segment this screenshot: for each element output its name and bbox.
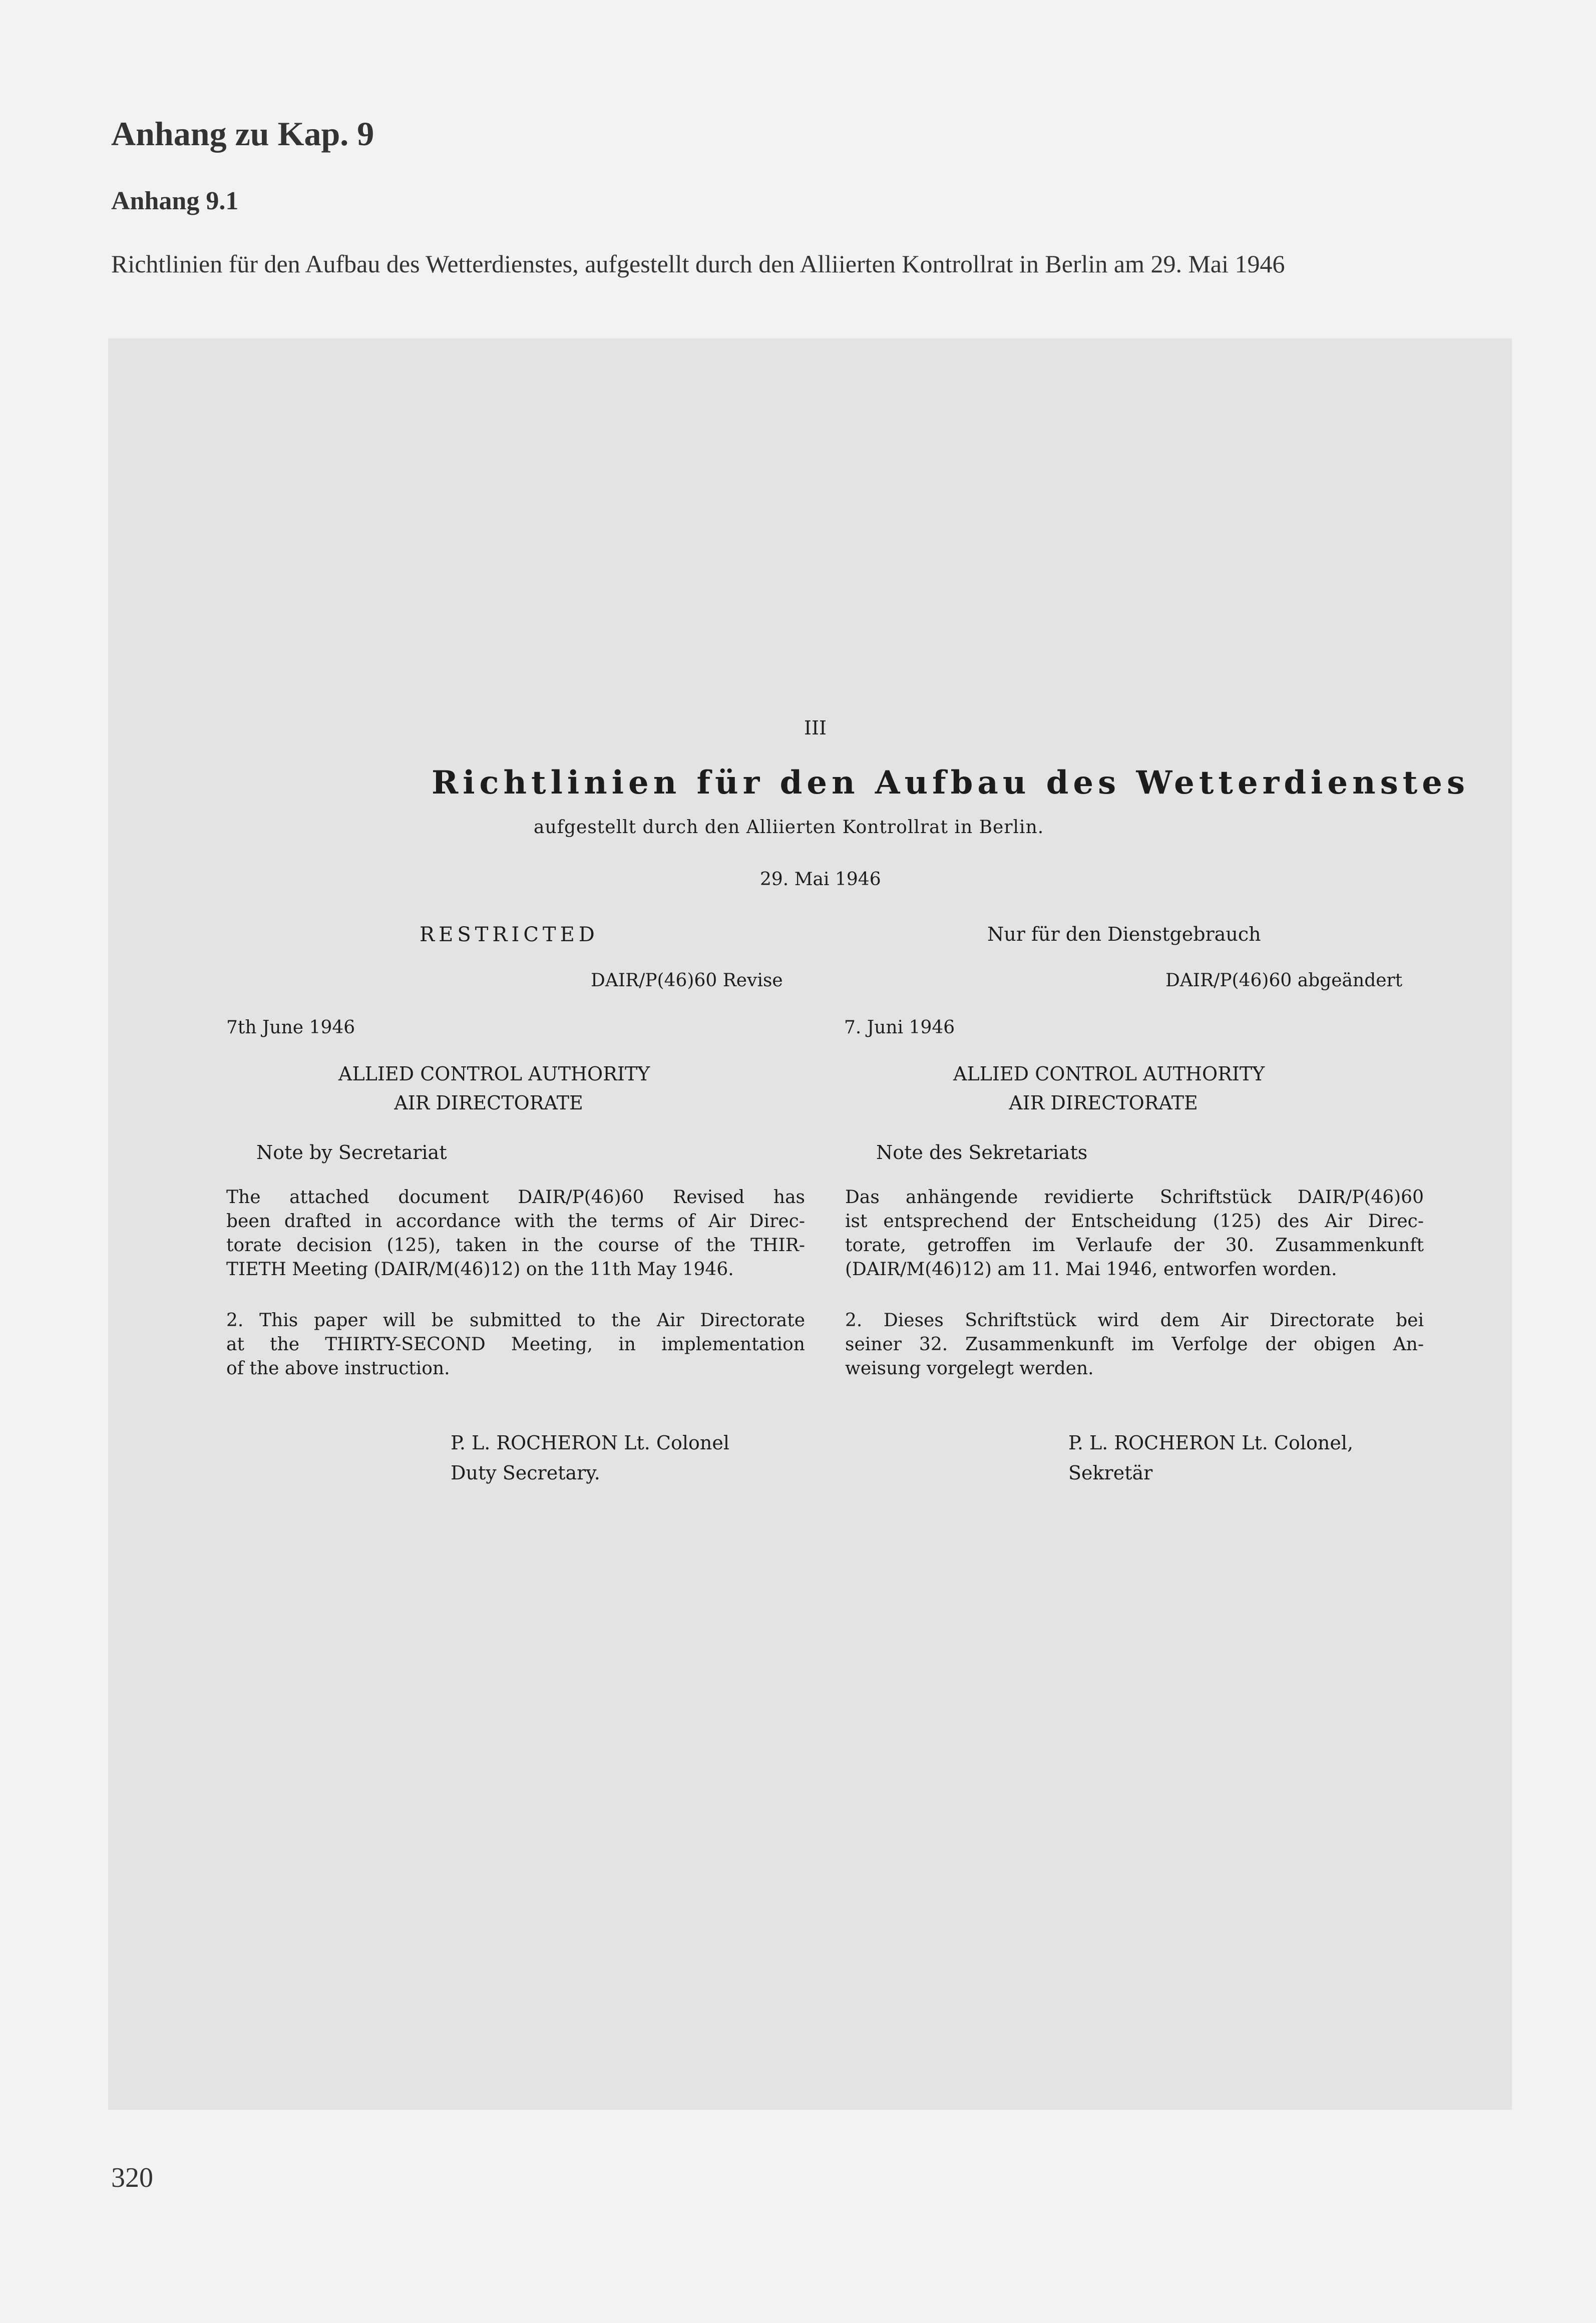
signature-en (451, 1428, 729, 1488)
authority-line: AIR DIRECTORATE (1009, 1092, 1198, 1114)
paragraph-line: 2. Dieses Schriftstück wird dem Air Directorate bei (845, 1310, 1424, 1331)
paragraph-2-de (845, 1309, 1424, 1381)
paragraph-line: The attached document DAIR/P(46)60 Revised has (226, 1187, 805, 1208)
signature-line: P. L. ROCHERON Lt. Colonel, (1068, 1432, 1354, 1454)
paragraph-line: at the THIRTY-SECOND Meeting, in implementation (226, 1334, 805, 1355)
paragraph-line: been drafted in accordance with the terms of Air Direc- (226, 1211, 805, 1232)
reference-de: DAIR/P(46)60 abgeändert (1165, 970, 1403, 991)
signature-line: Duty Secretary. (451, 1462, 600, 1484)
chapter-heading: Anhang zu Kap. 9 (111, 115, 374, 153)
paragraph-line: of the above instruction. (226, 1358, 450, 1379)
classification-en: RESTRICTED (420, 923, 599, 946)
authority-line: AIR DIRECTORATE (394, 1092, 583, 1114)
scanned-document (108, 338, 1512, 2110)
paragraph-1-de (845, 1186, 1424, 1282)
signature-line: P. L. ROCHERON Lt. Colonel (451, 1432, 729, 1454)
paragraph-line: TIETH Meeting (DAIR/M(46)12) on the 11th May 1946. (226, 1259, 734, 1280)
reference-en: DAIR/P(46)60 Revise (591, 970, 783, 991)
page-number: 320 (111, 2162, 153, 2193)
paragraph-line: weisung vorgelegt werden. (845, 1358, 1094, 1379)
paragraph-line: (DAIR/M(46)12) am 11. Mai 1946, entworfen worden. (845, 1259, 1337, 1280)
authority-de (953, 1059, 1265, 1117)
note-heading-en: Note by Secretariat (256, 1141, 447, 1164)
authority-line: ALLIED CONTROL AUTHORITY (953, 1063, 1265, 1085)
paragraph-line: torate decision (125), taken in the course of the THIR- (226, 1235, 805, 1256)
classification-de: Nur für den Dienstgebrauch (987, 923, 1261, 945)
issue-date-de: 7. Juni 1946 (844, 1017, 955, 1038)
paragraph-line: seiner 32. Zusammenkunft im Verfolge der obigen An- (845, 1334, 1424, 1355)
document-title: Richtlinien für den Aufbau des Wetterdienstes (432, 764, 1470, 802)
issue-date-en: 7th June 1946 (226, 1017, 355, 1038)
paragraph-line: ist entsprechend der Entscheidung (125) des Air Direc- (845, 1211, 1424, 1232)
paragraph-1-en (226, 1186, 805, 1282)
figure-caption: Richtlinien für den Aufbau des Wetterdienstes, aufgestellt durch den Alliierten Kontrollrat in Berlin am 29. Mai 1946 (111, 250, 1285, 278)
authority-line: ALLIED CONTROL AUTHORITY (338, 1063, 650, 1085)
paragraph-2-en (226, 1309, 805, 1381)
paragraph-line: 2. This paper will be submitted to the Air Directorate (226, 1310, 805, 1331)
document-subtitle: aufgestellt durch den Alliierten Kontrollrat in Berlin. (534, 817, 1044, 838)
document-date: 29. Mai 1946 (760, 869, 881, 890)
paragraph-line: Das anhängende revidierte Schriftstück DAIR/P(46)60 (845, 1187, 1424, 1208)
section-heading: Anhang 9.1 (111, 187, 239, 215)
signature-de (1068, 1428, 1353, 1488)
paragraph-line: torate, getroffen im Verlaufe der 30. Zusammenkunft (845, 1235, 1424, 1256)
document-number: III (804, 717, 827, 739)
authority-en (338, 1059, 650, 1117)
signature-line: Sekretär (1068, 1462, 1153, 1484)
note-heading-de: Note des Sekretariats (876, 1141, 1088, 1164)
